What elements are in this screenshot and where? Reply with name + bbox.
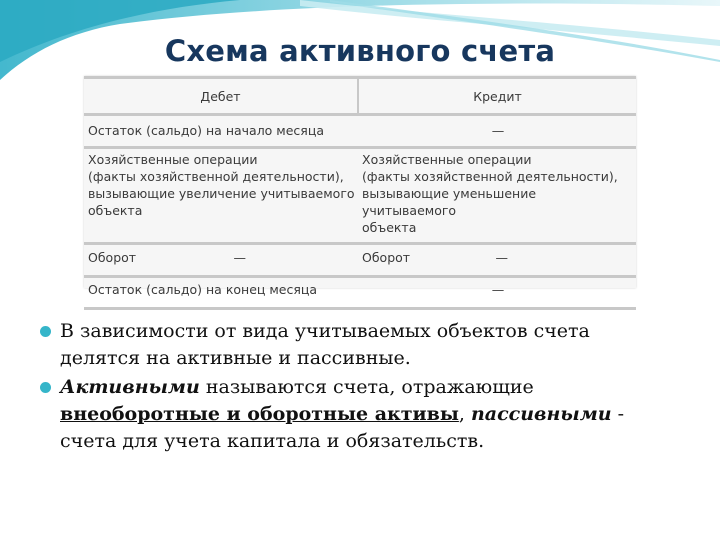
operations-debit-line: (факты хозяйственной деятельности), [88,169,344,184]
end-balance-label: Остаток (сальдо) на конец месяца [84,277,358,309]
bullet-text: - счета для учета капитала и обязательств. [60,403,625,452]
table-row [84,277,636,309]
term-passive: пассивными [470,403,612,425]
turnover-credit [358,244,636,277]
operations-credit [358,148,636,244]
start-balance-label: Остаток (сальдо) на начало месяца [84,115,358,148]
operations-credit-line: Хозяйственные операции [362,152,532,167]
turnover-credit-label: Оборот [362,250,411,265]
operations-debit [84,148,358,244]
table-row [84,244,636,277]
bullet-text: называются счета, отражающие [199,376,534,398]
start-balance-credit: — [358,115,636,148]
bullet-item [40,374,660,455]
slide-title: Схема активного счета [164,34,556,68]
operations-debit-line: Хозяйственные операции [88,152,258,167]
bullet-dot-icon [40,382,51,393]
operations-credit-line: объекта [362,220,417,235]
header-debit: Дебет [84,78,358,115]
account-scheme-table [84,76,636,297]
turnover-debit-label: Оборот [88,250,137,265]
table-row [84,115,636,148]
bullet-list [40,318,660,457]
turnover-credit-value: — [495,250,508,265]
header-credit: Кредит [358,78,636,115]
bullet-item [40,318,660,372]
end-balance-credit: — [358,277,636,309]
table-header-row [84,78,636,115]
table-row [84,148,636,244]
term-assets: внеоборотные и оборотные активы [60,403,459,425]
operations-debit-line: объекта [88,203,143,218]
operations-credit-line: вызывающие уменьшение учитываемого [362,186,537,218]
bullet-dot-icon [40,326,51,337]
bullet-text: , [458,403,471,425]
account-table [84,76,636,310]
turnover-debit-value: — [233,250,246,265]
operations-credit-line: (факты хозяйственной деятельности), [362,169,618,184]
operations-debit-line: вызывающие увеличение учитываемого [88,186,355,201]
term-active: Активными [60,376,200,398]
bullet-text: В зависимости от вида учитываемых объектов счета делятся на активные и пассивные. [60,320,590,369]
turnover-debit [84,244,358,277]
